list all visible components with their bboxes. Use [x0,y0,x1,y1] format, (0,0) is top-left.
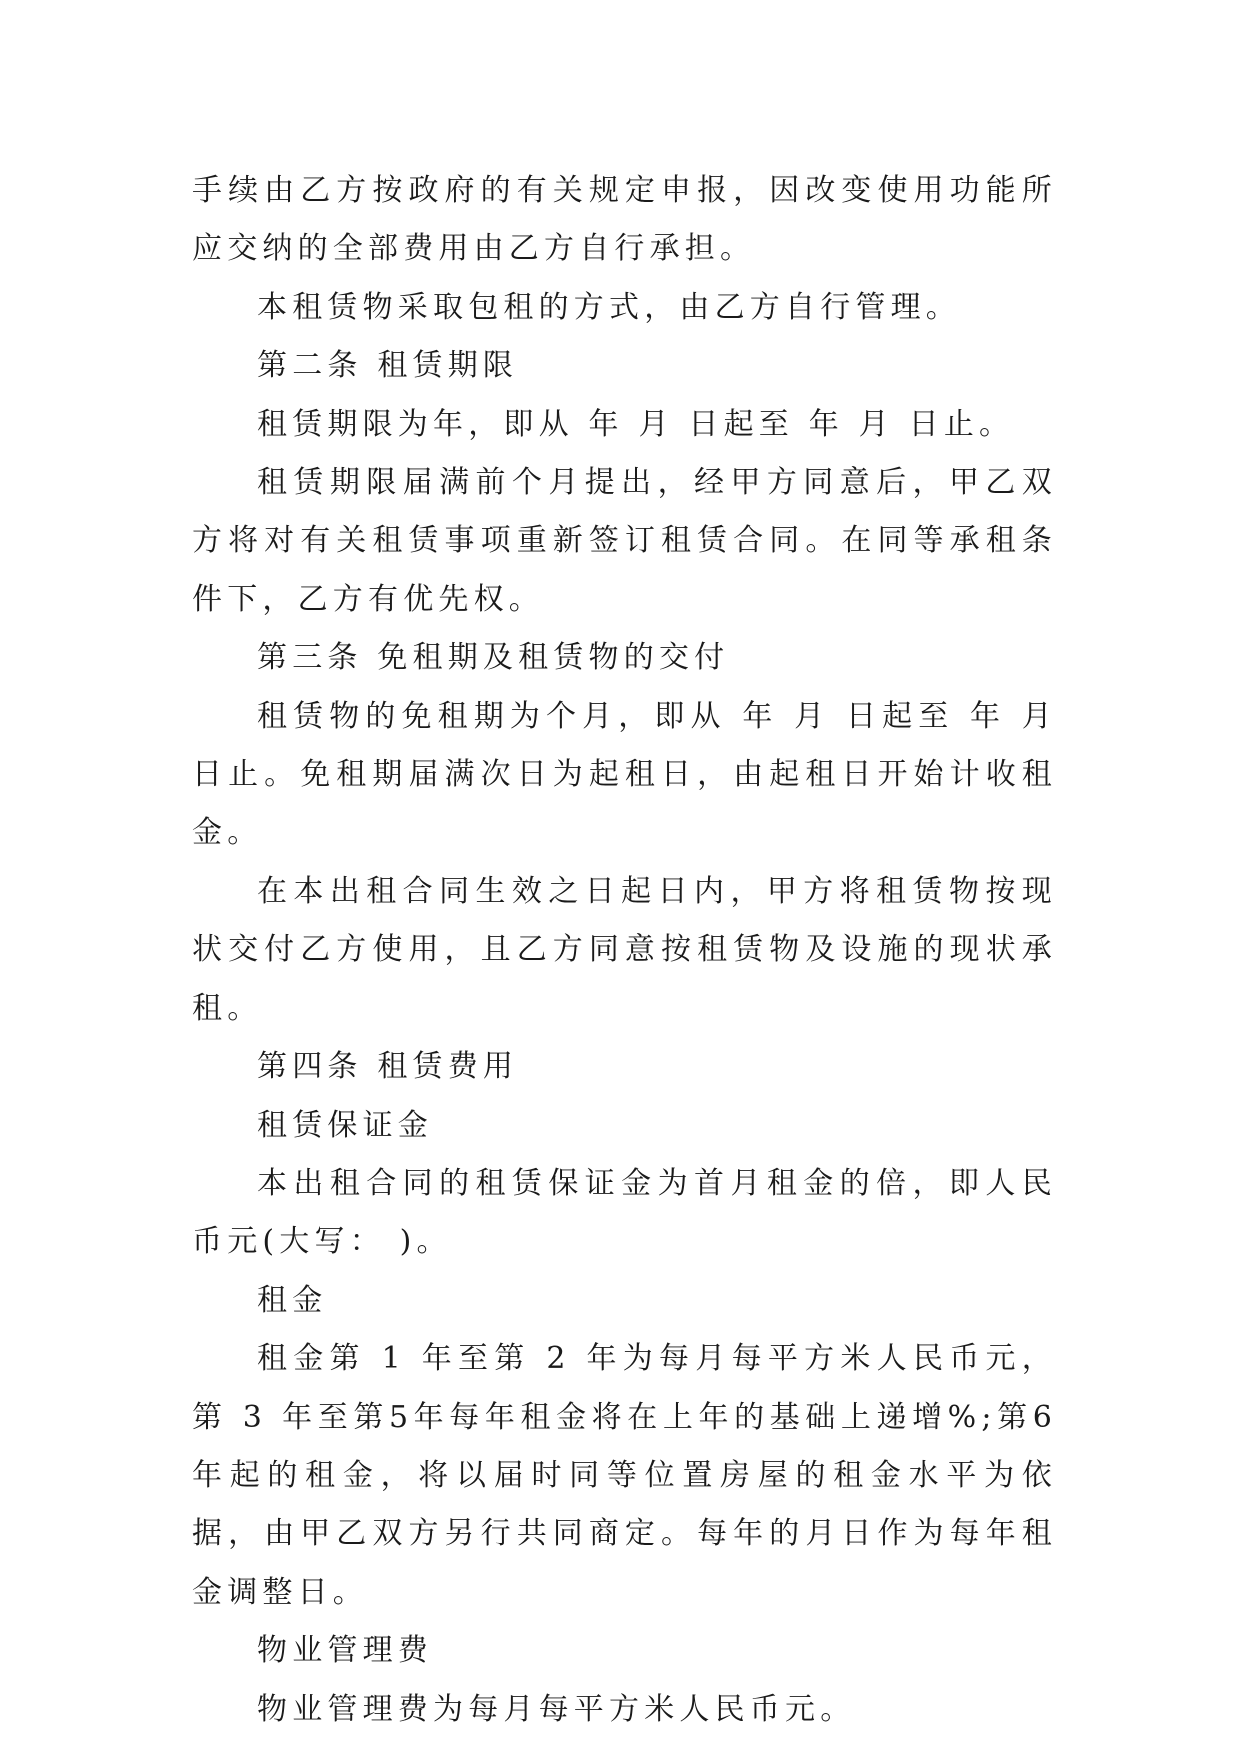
paragraph-lease-term: 租赁期限为年，即从 年 月 日起至 年 月 日止。 [257,406,1015,442]
paragraph-rent: 租金第 1 年至第 2 年为每月每平方米人民币元，第 3 年至第5年每年租金将在上年的基础上递增%;第6年起的租金，将以届时同等位置房屋的租金水平为依据，由甲乙双方另行共同商定。每年的月日作为每年租金调整日。 [192,1341,1057,1610]
paragraph-fee-continuation: 手续由乙方按政府的有关规定申报，因改变使用功能所应交纳的全部费用由乙方自行承担。 [192,173,1057,267]
heading-article-3: 第三条 免租期及租赁物的交付 [257,640,730,676]
heading-article-2: 第二条 租赁期限 [257,348,519,384]
subheading-deposit: 租赁保证金 [257,1107,433,1143]
subheading-rent: 租金 [257,1282,328,1318]
paragraph-lease-management: 本租赁物采取包租的方式，由乙方自行管理。 [257,289,961,325]
paragraph-rent-free-period: 租赁物的免租期为个月，即从 年 月 日起至 年 月 日止。免租期届满次日为起租日，由起租日开始计收租金。 [192,698,1057,851]
paragraph-property-fee: 物业管理费为每月每平方米人民币元。 [257,1691,856,1727]
subheading-property-fee: 物业管理费 [257,1633,433,1669]
paragraph-delivery: 在本出租合同生效之日起日内，甲方将租赁物按现状交付乙方使用，且乙方同意按租赁物及设施的现状承租。 [192,873,1057,1026]
document-body [192,162,1057,1739]
paragraph-lease-renewal: 租赁期限届满前个月提出，经甲方同意后，甲乙双方将对有关租赁事项重新签订租赁合同。在同等承租条件下，乙方有优先权。 [192,465,1057,617]
heading-article-4: 第四条 租赁费用 [257,1049,519,1085]
paragraph-deposit: 本出租合同的租赁保证金为首月租金的倍，即人民币元(大写： )。 [192,1165,1057,1260]
